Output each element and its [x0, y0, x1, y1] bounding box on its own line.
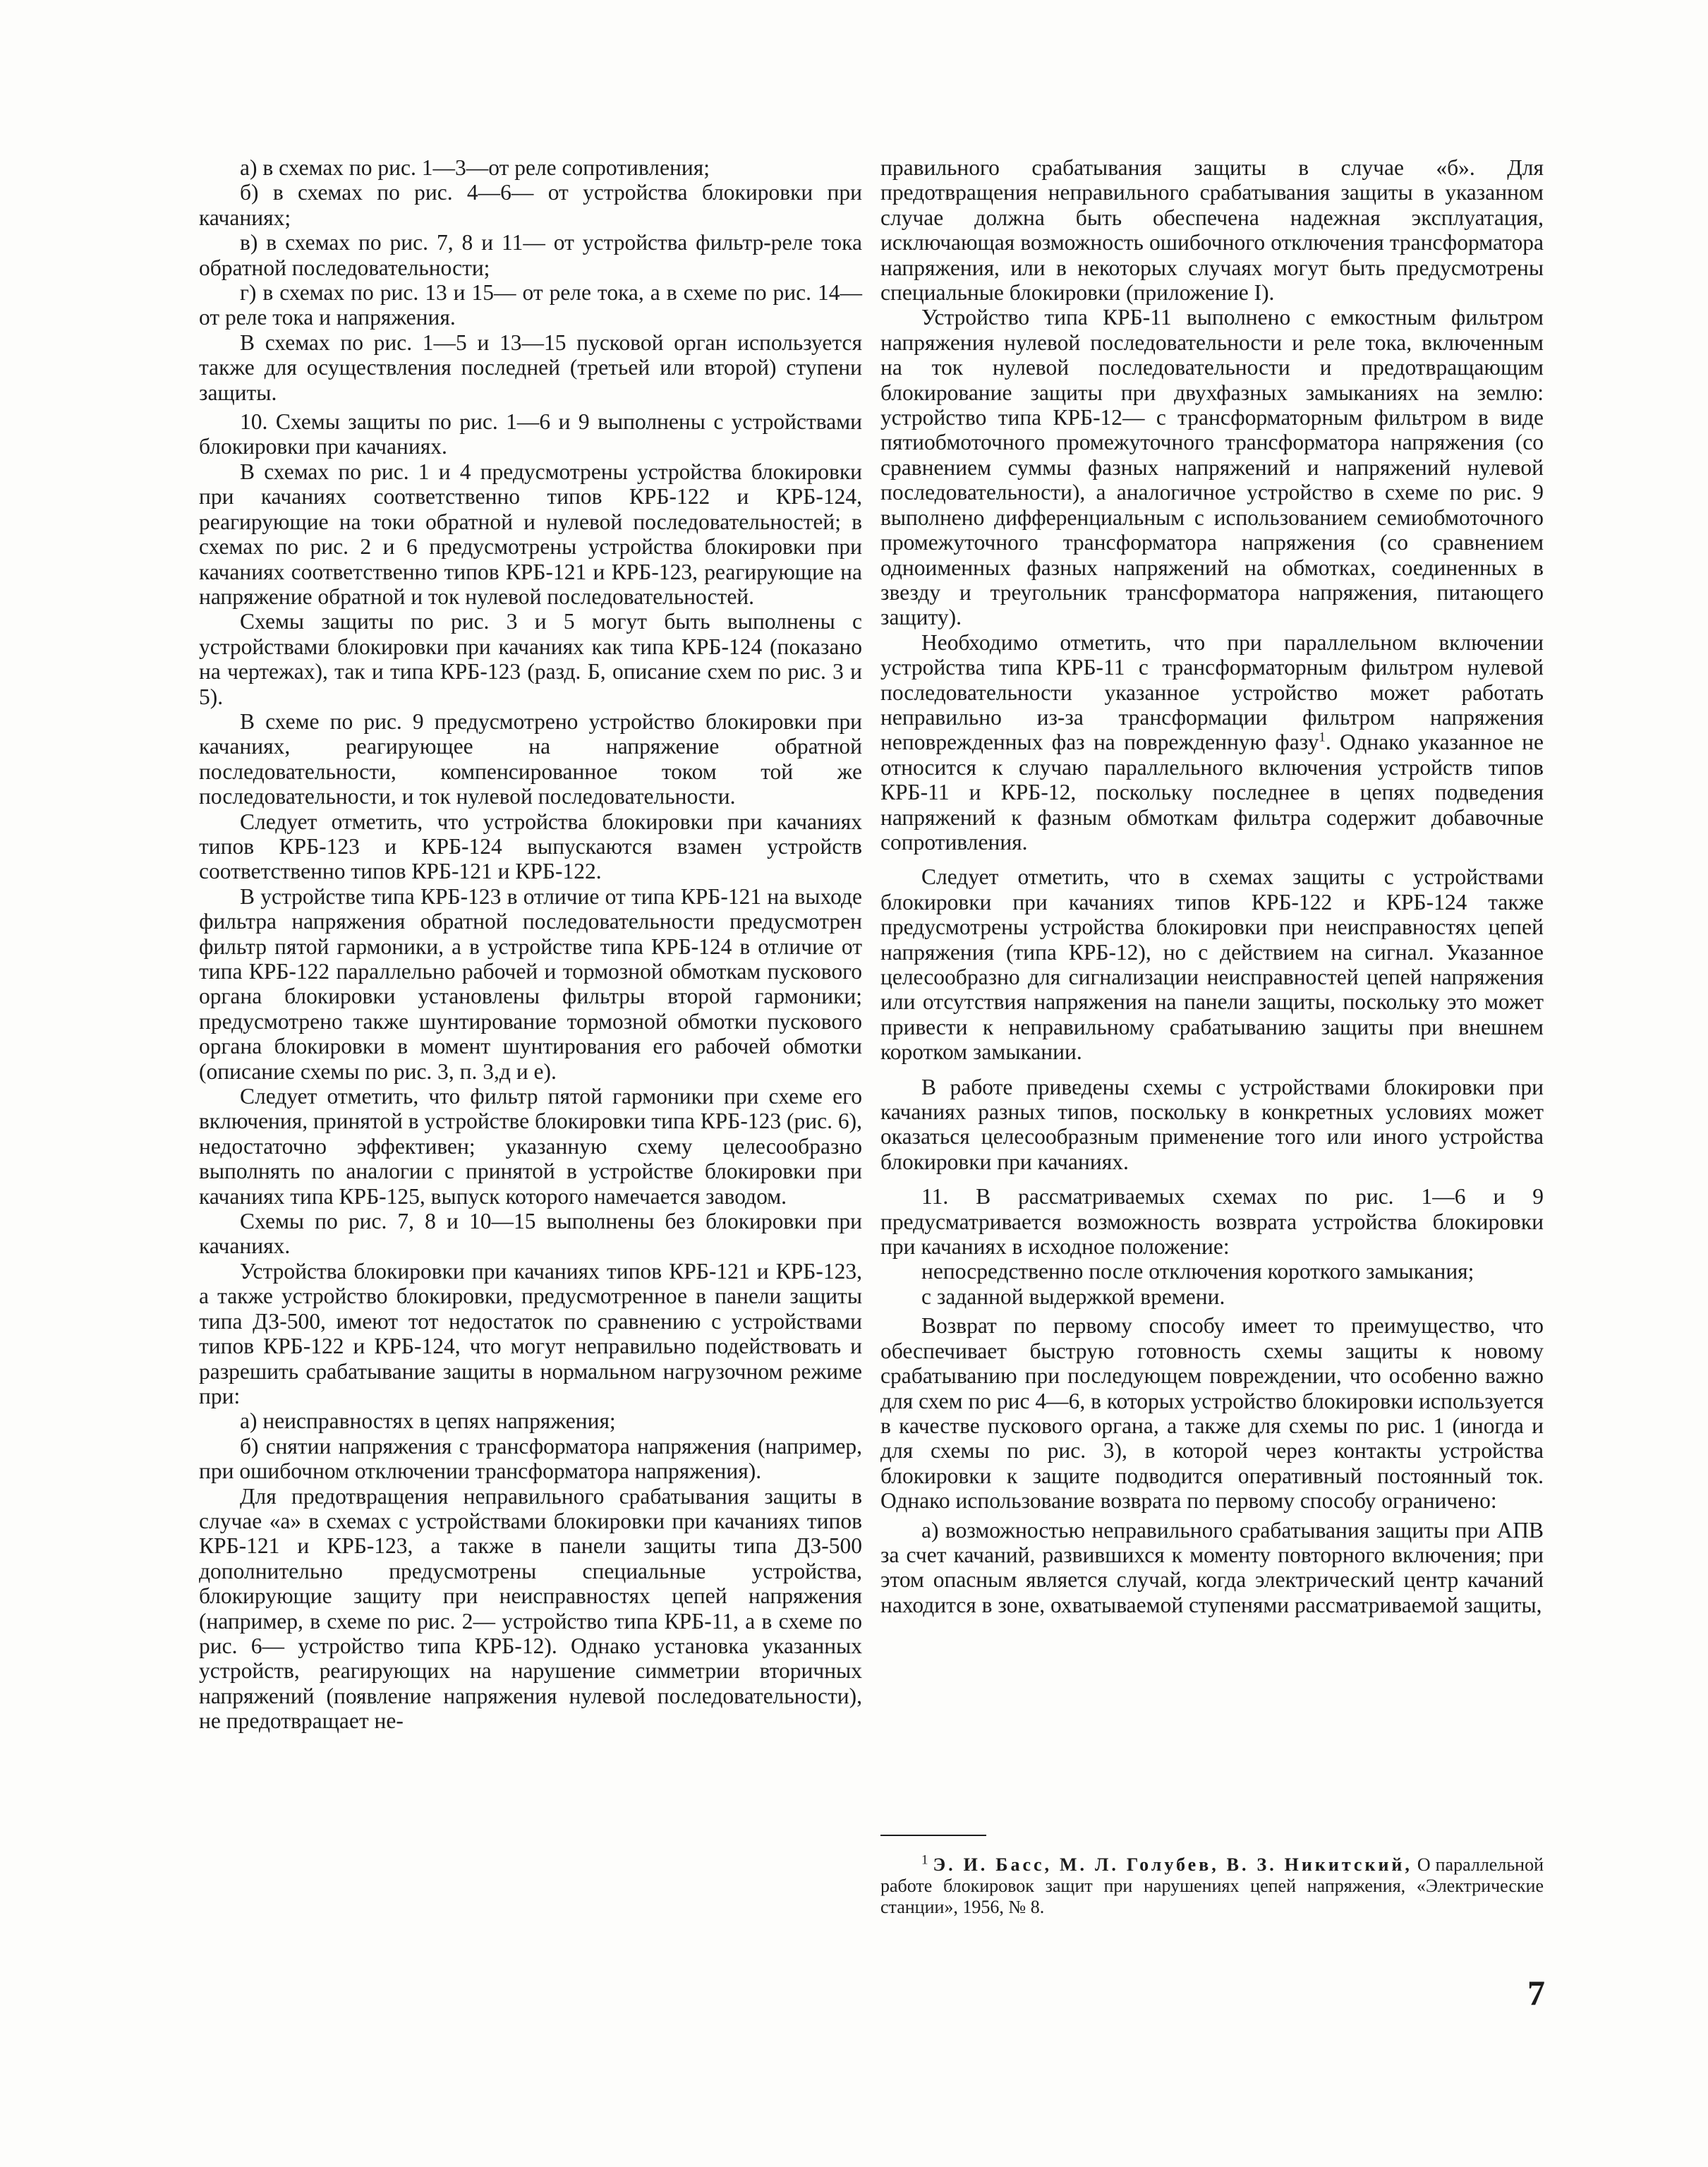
paragraph: а) в схемах по рис. 1—3—от реле сопротивления; — [240, 155, 710, 180]
paragraph: Возврат по первому способу имеет то преимущество, что обеспечивает быструю готовность схемы защиты к новому срабатыванию при последующем повреждении, что особенно важно для схем по рис 4—6, в которых устройство блокировки используется в качестве пускового органа, а также для схемы по рис. 1 (иногда и для схемы по рис. 3), в которой через контакты устройства блокировки к защите подводится оперативный постоянный ток. Однако использование возврата по первому способу ограничено: — [880, 1313, 1544, 1514]
paragraph: Следует отметить, что в схемах защиты с устройствами блокировки при качаниях типов КРБ-122 и КРБ-124 также предусмотрены устройства блокировки при неисправностях цепей напряжения (типа КРБ-12), но с действием на сигнал. Указанное целесообразно для сигнализации неисправностей цепей напряжения или отсутствия напряжения на панели защиты, поскольку это может привести к неправильному срабатыванию защиты при внешнем коротком замыкании. — [880, 864, 1544, 1065]
paragraph — [880, 630, 1544, 855]
paragraph-text: . Однако указанное не относится к случаю параллельного включения устройств типов КРБ-11 и КРБ-12, поскольку последнее в цепях подведения напряжений к фазным обмоткам фильтра содержит добавочные сопротивления. — [880, 730, 1544, 855]
paragraph: В схеме по рис. 9 предусмотрено устройство блокировки при качаниях, реагирующее на напряжение обратной последовательности, компенсированное током той же последовательности, и ток нулевой последовательности. — [199, 708, 862, 809]
left-column — [199, 155, 862, 1734]
footnote-divider — [880, 1835, 986, 1836]
paragraph: Схемы по рис. 7, 8 и 10—15 выполнены без блокировки при качаниях. — [199, 1209, 862, 1259]
right-column — [880, 155, 1544, 1617]
paragraph-text: Необходимо отметить, что при параллельном включении устройства типа КРБ-11 с трансформаторным фильтром нулевой последовательности указанное устройство может работать неправильно из-за трансформации фильтром напряжения неповрежденных фаз на поврежденную фазу — [880, 629, 1544, 755]
paragraph-continuation: правильного срабатывания защиты в случае «б». Для предотвращения неправильного срабатывания защиты в указанном случае должна быть обеспечена надежная эксплуатация, исключающая возможность ошибочного отключения трансформатора напряжения, или в некоторых случаях могут быть предусмотрены специальные блокировки (приложение I). — [880, 155, 1544, 306]
paragraph: В устройстве типа КРБ-123 в отличие от типа КРБ-121 на выходе фильтра напряжения обратной последовательности предусмотрен фильтр пятой гармоники, а в устройстве типа КРБ-124 в отличие от типа КРБ-122 параллельно рабочей и тормозной обмоткам пускового органа блокировки установлены фильтры второй гармоники; предусмотрено также шунтирование тормозной обмотки пускового органа блокировки в момент шунтирования его рабочей обмотки (описание схемы по рис. 3, п. 3,д и е). — [199, 883, 862, 1084]
section-paragraph-11: 11. В рассматриваемых схемах по рис. 1—6 и 9 предусматривается возможность возврата устройства блокировки при качаниях в исходное положение: — [880, 1184, 1544, 1260]
footnote-marker: 1 — [921, 1852, 928, 1868]
paragraph: Следует отметить, что устройства блокировки при качаниях типов КРБ-123 и КРБ-124 выпускаются взамен устройств соответственно типов КРБ-121 и КРБ-122. — [199, 809, 862, 884]
paragraph: Устройство типа КРБ-11 выполнено с емкостным фильтром напряжения нулевой последовательности и реле тока, включенным на ток нулевой последовательности и предотвращающим блокирование защиты при двухфазных замыканиях на землю: устройство типа КРБ-12— с трансформаторным фильтром в виде пятиобмоточного промежуточного трансформатора напряжения (со сравнением суммы фазных напряжений и напряжений нулевой последовательности), а аналогичное устройство в схеме по рис. 9 выполнено дифференциальным с использованием семиобмоточного промежуточного трансформатора напряжения (со сравнением одноименных фазных напряжений на обмотках, соединенных в звезду и треугольник трансформатора напряжения, питающего защиту). — [880, 305, 1544, 630]
paragraph: Схемы защиты по рис. 3 и 5 могут быть выполнены с устройствами блокировки при качаниях как типа КРБ-124 (показано на чертежах), так и типа КРБ-123 (разд. Б, описание схем по рис. 3 и 5). — [199, 609, 862, 709]
paragraph: Для предотвращения неправильного срабатывания защиты в случае «а» в схемах с устройствами блокировки при качаниях типов КРБ-121 и КРБ-123, а также в панели защиты типа ДЗ-500 дополнительно предусмотрены специальные устройства, блокирующие защиту при неисправностях цепей напряжения (например, в схеме по рис. 2— устройство типа КРБ-11, а в схеме по рис. 6— устройство типа КРБ-12). Однако установка указанных устройств, реагирующих на нарушение симметрии вторичных напряжений (появление напряжения нулевой последовательности), не предотвращает не- — [199, 1483, 862, 1734]
paragraph: б) снятии напряжения с трансформатора напряжения (например, при ошибочном отключении трансформатора напряжения). — [199, 1433, 862, 1484]
paragraph: в) в схемах по рис. 7, 8 и 11— от устройства фильтр-реле тока обратной последовательности; — [199, 230, 862, 280]
paragraph: В схемах по рис. 1—5 и 13—15 пусковой орган используется также для осуществления последней (третьей или второй) ступени защиты. — [199, 330, 862, 405]
footnote — [880, 1854, 1544, 1918]
page-number: 7 — [1527, 1973, 1545, 2012]
paragraph: г) в схемах по рис. 13 и 15— от реле тока, а в схеме по рис. 14— от реле тока и напряжения. — [199, 280, 862, 330]
footnote-authors: Э. И. Басс, М. Л. Голубев, В. З. Никитский, — [933, 1854, 1412, 1875]
footnote-reference: 1 — [1319, 730, 1326, 745]
paragraph: Устройства блокировки при качаниях типов КРБ-121 и КРБ-123, а также устройство блокировки, предусмотренное в панели защиты типа ДЗ-500, имеют тот недостаток по сравнению с устройствами типов КРБ-122 и КРБ-124, что могут неправильно подействовать и разрешить срабатывание защиты в нормальном нагрузочном режиме при: — [199, 1258, 862, 1408]
list-item: непосредственно после отключения короткого замыкания; — [921, 1259, 1474, 1284]
paragraph: Следует отметить, что фильтр пятой гармоники при схеме его включения, принятой в устройстве блокировки типа КРБ-123 (рис. 6), недостаточно эффективен; указанную схему целесообразно выполнять по аналогии с принятой в устройстве блокировки при качаниях типа КРБ-125, выпуск которого намечается заводом. — [199, 1084, 862, 1209]
list-item: с заданной выдержкой времени. — [921, 1284, 1225, 1309]
paragraph: В работе приведены схемы с устройствами блокировки при качаниях разных типов, поскольку в конкретных условиях может оказаться целесообразным применение того или иного устройства блокировки при качаниях. — [880, 1074, 1544, 1174]
footnote-text: О параллельной работе блокировок защит при нарушениях цепей напряжения, «Электрические станции», 1956, № 8. — [880, 1854, 1544, 1917]
paragraph: б) в схемах по рис. 4—6— от устройства блокировки при качаниях; — [199, 180, 862, 230]
paragraph: а) неисправностях в цепях напряжения; — [240, 1408, 616, 1434]
paragraph: а) возможностью неправильного срабатывания защиты при АПВ за счет качаний, развившихся к моменту повторного включения; при этом опасным является случай, когда электрический центр качаний находится в зоне, охватываемой ступенями рассматриваемой защиты, — [880, 1517, 1544, 1617]
paragraph: В схемах по рис. 1 и 4 предусмотрены устройства блокировки при качаниях соответственно типов КРБ-122 и КРБ-124, реагирующие на токи обратной и нулевой последовательностей; в схемах по рис. 2 и 6 предусмотрены устройства блокировки при качаниях соответственно типов КРБ-121 и КРБ-123, реагирующие на напряжение обратной и ток нулевой последовательностей. — [199, 459, 862, 609]
section-paragraph-10: 10. Схемы защиты по рис. 1—6 и 9 выполнены с устройствами блокировки при качаниях. — [199, 409, 862, 459]
